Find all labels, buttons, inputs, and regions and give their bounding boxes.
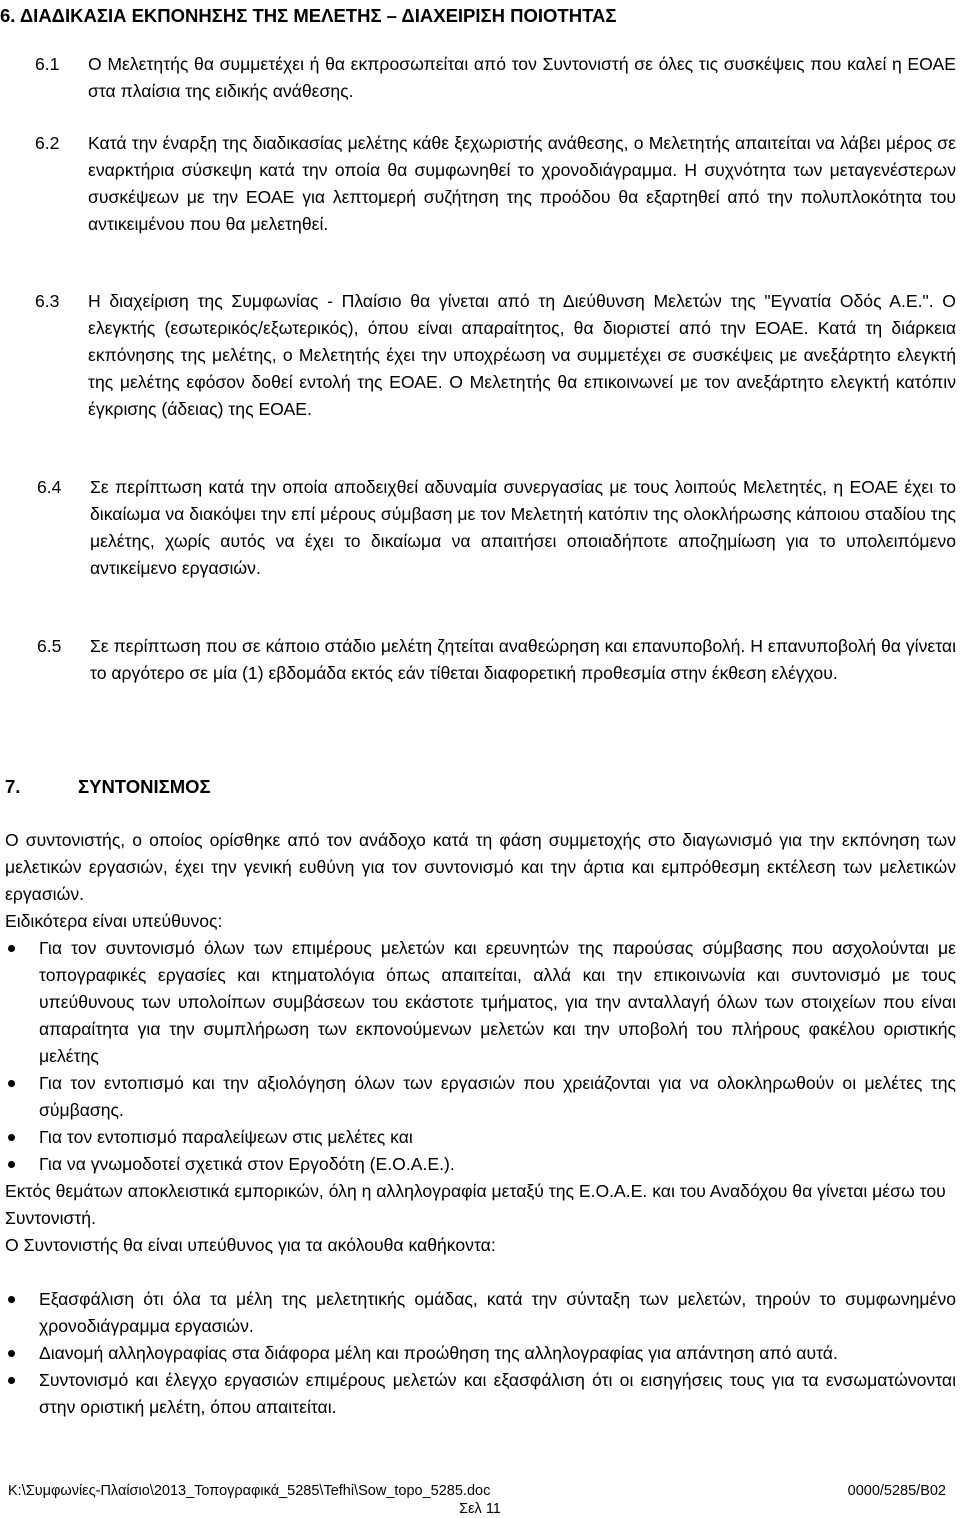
clause-6-1 bbox=[35, 51, 956, 105]
clause-6-5 bbox=[37, 633, 956, 687]
footer-file-path: K:\Συμφωνίες-Πλαίσιο\2013_Τοπογραφικά_5285\Tefhi\Sow_topo_5285.doc bbox=[8, 1483, 491, 1499]
list-item-text: Για τον εντοπισμό παραλείψεων στις μελέτες και bbox=[39, 1127, 413, 1147]
clause-text: Κατά την έναρξη της διαδικασίας μελέτης κάθε ξεχωριστής ανάθεσης, ο Μελετητής απαιτείται να λάβει μέρος σε εναρκτήρια σύσκεψη κατά την οποία θα συμφωνηθεί το χρονοδιάγραμμα. Η συχνότητα των μεταγενέστερων συσκέψεων με την ΕΟΑΕ για λεπτομερή συζήτηση της προόδου θα εξαρτηθεί από την πολυπλοκότητα του αντικειμένου που θα μελετηθεί. bbox=[88, 133, 956, 234]
duties-label: Ο Συντονιστής θα είναι υπεύθυνος για τα ακόλουθα καθήκοντα: bbox=[5, 1235, 496, 1255]
bullet-icon bbox=[8, 1134, 15, 1141]
list-item-text: Για τον εντοπισμό και την αξιολόγηση όλων των εργασιών που χρειάζονται για να ολοκληρωθούν οι μελέτες της σύμβασης. bbox=[39, 1073, 956, 1120]
section-7-intro bbox=[5, 827, 956, 935]
clause-number: 6.5 bbox=[37, 636, 62, 656]
list-item bbox=[0, 1151, 956, 1178]
correspondence-block bbox=[5, 1178, 956, 1259]
section-6-heading: 6. ΔΙΑΔΙΚΑΣΙΑ ΕΚΠΟΝΗΣΗΣ ΤΗΣ ΜΕΛΕΤΗΣ – ΔΙΑΧΕΙΡΙΣΗ ΠΟΙΟΤΗΤΑΣ bbox=[0, 5, 617, 26]
list-item-text: Για να γνωμοδοτεί σχετικά στον Εργοδότη (Ε.Ο.Α.Ε.). bbox=[39, 1154, 455, 1174]
clause-6-4 bbox=[37, 474, 956, 582]
clause-number: 6.2 bbox=[35, 133, 60, 153]
responsibilities-label: Ειδικότερα είναι υπεύθυνος: bbox=[5, 911, 223, 931]
clause-number: 6.3 bbox=[35, 291, 60, 311]
clause-number: 6.1 bbox=[35, 54, 60, 74]
bullet-icon bbox=[8, 1350, 15, 1357]
bullet-icon bbox=[8, 1161, 15, 1168]
list-item-text: Συντονισμό και έλεγχο εργασιών επιμέρους μελετών και εξασφάλιση ότι οι εισηγήσεις τους για τα ενσωματώνονται στην οριστική μελέτη, όπου απαιτείται. bbox=[39, 1370, 956, 1417]
list-item bbox=[0, 1286, 956, 1340]
list-item bbox=[0, 1340, 956, 1367]
bullet-icon bbox=[8, 945, 15, 952]
bullet-icon bbox=[8, 1296, 15, 1303]
clause-text: Ο Μελετητής θα συμμετέχει ή θα εκπροσωπείται από τον Συντονιστή σε όλες τις συσκέψεις που καλεί η ΕΟΑΕ στα πλαίσια της ειδικής ανάθεσης. bbox=[88, 54, 956, 101]
clause-6-2 bbox=[35, 130, 956, 238]
section-7-title: ΣΥΝΤΟΝΙΣΜΟΣ bbox=[78, 776, 211, 797]
list-item bbox=[0, 1367, 956, 1421]
footer-page-number: Σελ 11 bbox=[459, 1501, 501, 1517]
bullet-icon bbox=[8, 1080, 15, 1087]
list-item-text: Διανομή αλληλογραφίας στα διάφορα μέλη και προώθηση της αλληλογραφίας για απάντηση από αυτά. bbox=[39, 1343, 838, 1363]
clause-text: Σε περίπτωση που σε κάποιο στάδιο μελέτη ζητείται αναθεώρηση και επανυποβολή. Η επανυποβολή θα γίνεται το αργότερο σε μία (1) εβδομάδα εκτός εάν τίθεται διαφορετική προθεσμία στην έκθεση ελέγχου. bbox=[90, 636, 956, 683]
clause-6-3 bbox=[35, 288, 956, 423]
duties-list bbox=[0, 1286, 956, 1421]
section-7-number: 7. bbox=[5, 776, 21, 797]
clause-text: Σε περίπτωση κατά την οποία αποδειχθεί αδυναμία συνεργασίας με τους λοιπούς Μελετητές, η ΕΟΑΕ έχει το δικαίωμα να διακόψει την επί μέρους σύμβαση με τον Μελετητή κατόπιν της ολοκλήρωσης κάποιου σταδίου της μελέτης, χωρίς αυτός να έχει το δικαίωμα να απαιτήσει οποιαδήποτε αποζημίωση για το υπολειπόμενο αντικείμενο εργασιών. bbox=[90, 477, 956, 578]
list-item-text: Για τον συντονισμό όλων των επιμέρους μελετών και ερευνητών της παρούσας σύμβασης που ασχολούνται με τοπογραφικές εργασίες και κτηματολόγια όπως απαιτείται, αλλά και την επικοινωνία και συντονισμό με τους υπεύθυνους των υπολοίπων συμβάσεων του εκάστοτε τμήματος, για την ανταλλαγή όλων των στοιχείων που είναι απαραίτητα για την συμπλήρωση των εκπονούμενων μελετών και την υποβολή του πλήρους φακέλου οριστικής μελέτης bbox=[39, 938, 956, 1066]
responsibilities-list bbox=[0, 935, 956, 1178]
coordinator-intro-text: Ο συντονιστής, ο οποίος ορίσθηκε από τον ανάδοχο κατά τη φάση συμμετοχής στο διαγωνισμό για την εκπόνηση των μελετικών εργασιών, έχει την γενική ευθύνη για τον συντονισμό και την άρτια και εμπρόθεσμη εκτέλεση των μελετικών εργασιών. bbox=[5, 830, 956, 904]
footer-document-ref: 0000/5285/B02 bbox=[847, 1483, 946, 1499]
list-item bbox=[0, 1070, 956, 1124]
clause-number: 6.4 bbox=[37, 477, 62, 497]
list-item bbox=[0, 935, 956, 1070]
list-item-text: Εξασφάλιση ότι όλα τα μέλη της μελετητικής ομάδας, κατά την σύνταξη των μελετών, τηρούν το συμφωνημένο χρονοδιάγραμμα εργασιών. bbox=[39, 1289, 956, 1336]
correspondence-text: Εκτός θεμάτων αποκλειστικά εμπορικών, όλη η αλληλογραφία μεταξύ της Ε.Ο.Α.Ε. και του Αναδόχου θα γίνεται μέσω του Συντονιστή. bbox=[5, 1181, 946, 1228]
bullet-icon bbox=[8, 1377, 15, 1384]
list-item bbox=[0, 1124, 956, 1151]
clause-text: Η διαχείριση της Συμφωνίας - Πλαίσιο θα γίνεται από τη Διεύθυνση Μελετών της "Εγνατία Οδός Α.Ε.". Ο ελεγκτής (εσωτερικός/εξωτερικός), όπου είναι απαραίτητος, θα διοριστεί από την ΕΟΑΕ. Κατά τη διάρκεια εκπόνησης της μελέτης, ο Μελετητής έχει την υποχρέωση να συμμετέχει σε συσκέψεις με ανεξάρτητο ελεγκτή της μελέτης εφόσον δοθεί εντολή της ΕΟΑΕ. Ο Μελετητής θα επικοινωνεί με τον ανεξάρτητο ελεγκτή κατόπιν έγκρισης (άδειας) της ΕΟΑΕ. bbox=[88, 291, 956, 419]
